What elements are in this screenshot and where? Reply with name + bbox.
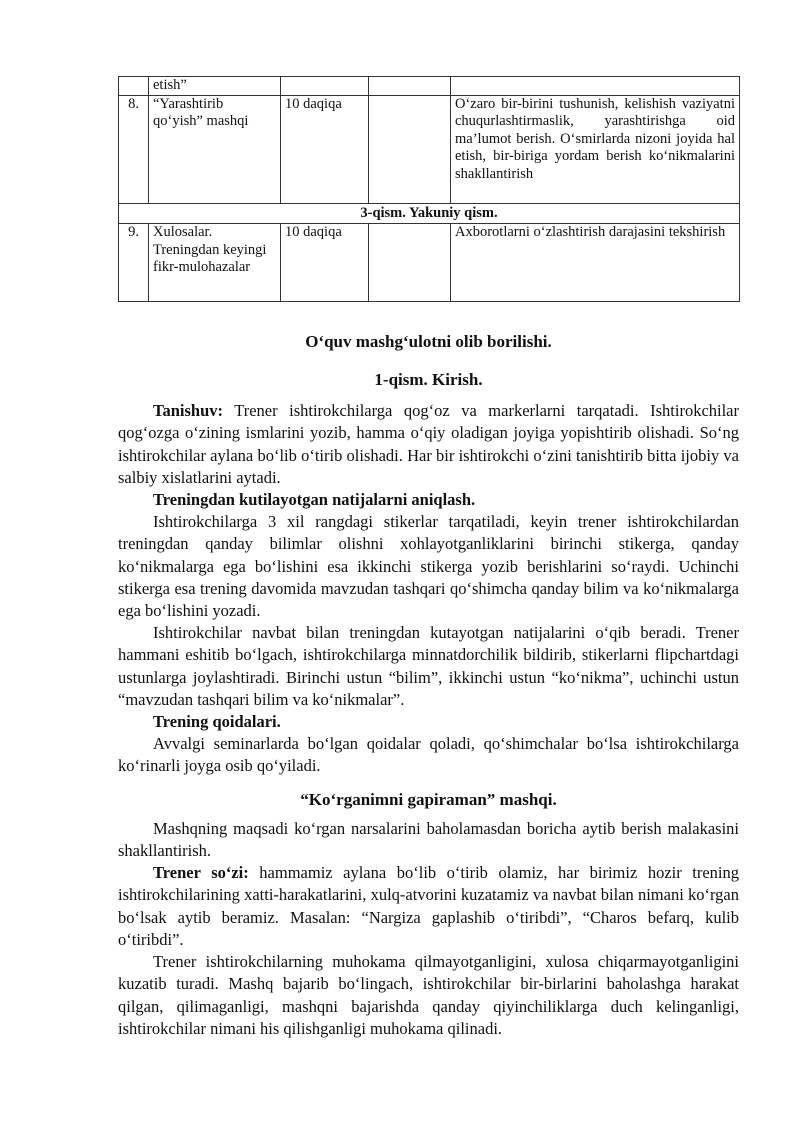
results-paragraph: Ishtirokchilar navbat bilan treningdan kutayotgan natijalarini o‘qib beradi. Trener hammani eshitib bo‘lgach, ishtirokchilarga minnatdorchilik bildirib, stikerlarni flipchartdagi ustunlarga joylashtiradi. Birinchi ustun “bilim”, ikkinchi ustun “ko‘nikma”, uchinchi ustun “mavzudan tashqari bilim va ko‘nikmalar”. — [118, 623, 739, 709]
activity-title: “Yarashtirib qo‘yish” mashqi — [149, 95, 281, 203]
row-number: 9. — [119, 224, 149, 302]
activity-time — [281, 77, 369, 96]
trainer-words-paragraph — [118, 862, 739, 951]
rules-heading: Trening qoidalari. — [153, 712, 281, 731]
activity-extra — [369, 95, 451, 203]
exercise-goal-paragraph: Mashqning maqsadi ko‘rgan narsalarini baholamasdan boricha aytib berish malakasini shakllantirish. — [118, 819, 739, 861]
trainer-words-text: hammamiz aylana bo‘lib o‘tirib olamiz, har birimiz hozir trening ishtirokchilarining xatti-harakatlarini, xulq-atvorini kuzatamiz va navbat bilan nimani ko‘rgan bo‘lsak aytib beramiz. Masalan: “Nargiza gaplashib o‘tiribdi”, “Charos befarq, kulib o‘tiribdi”. — [118, 863, 739, 949]
main-heading: O‘quv mashg‘ulotni olib borilishi. — [305, 332, 552, 351]
row-number: 8. — [119, 95, 149, 203]
table-row — [119, 77, 740, 96]
activity-goal — [451, 77, 740, 96]
intro-label: Tanishuv: — [153, 401, 224, 420]
expectations-heading: Treningdan kutilayotgan natijalarni aniqlash. — [153, 490, 476, 509]
rules-paragraph: Avvalgi seminarlarda bo‘lgan qoidalar qoladi, qo‘shimchalar bo‘lsa ishtirokchilarga ko‘rinarli joyga osib qo‘yiladi. — [118, 734, 739, 776]
row-number — [119, 77, 149, 96]
intro-paragraph — [118, 400, 739, 489]
table-row — [119, 224, 740, 302]
activity-goal: Axborotlarni o‘zlashtirish darajasini tekshirish — [451, 224, 740, 302]
lesson-plan-table — [118, 76, 740, 302]
section-row — [119, 203, 740, 224]
part1-heading: 1-qism. Kirish. — [374, 370, 483, 389]
observation-paragraph: Trener ishtirokchilarning muhokama qilmayotganligini, xulosa chiqarmayotganligini kuzatib turadi. Mashq bajarib bo‘lingach, ishtirokchilar bir-birlarini baholashga harakat qilgan, qilimaganligi, mashqni bajarishda qanday qiyinchiliklarga duch kelinganligi, ishtirokchilar nimani his qilishganligi muhokama qilinadi. — [118, 952, 739, 1038]
exercise-heading: “Ko‘rganimni gapiraman” mashqi. — [300, 790, 557, 809]
activity-time: 10 daqiqa — [281, 95, 369, 203]
activity-extra — [369, 224, 451, 302]
section-title: 3-qism. Yakuniy qism. — [119, 203, 740, 224]
activity-extra — [369, 77, 451, 96]
activity-goal: O‘zaro bir-birini tushunish, kelishish vaziyatni chuqurlashtirmaslik, yarashtirishga oid ma’lumot berish. O‘smirlarda nizoni joyida hal etish, bir-biriga yordam berish ko‘nikmalarini shakllantirish — [451, 95, 740, 203]
activity-title: etish” — [149, 77, 281, 96]
table-row — [119, 95, 740, 203]
activity-title: Xulosalar. Treningdan keyingi fikr-mulohazalar — [149, 224, 281, 302]
activity-time: 10 daqiqa — [281, 224, 369, 302]
expectations-paragraph: Ishtirokchilarga 3 xil rangdagi stikerlar tarqatiladi, keyin trener ishtirokchilardan treningdan qanday bilimlar olishni xohlayotganliklarini birinchi stikerga, qanday ko‘nikmalarga ega bo‘lishini esa ikkinchi stikerga yozib berishlarini so‘raydi. Uchinchi stikerga esa trening davomida mavzudan tashqari qo‘shimcha qanday bilim va ko‘nikmalarga ega bo‘lishini yozadi. — [118, 512, 739, 621]
intro-text: Trener ishtirokchilarga qog‘oz va markerlarni tarqatadi. Ishtirokchilar qog‘ozga o‘zining ismlarini yozib, hamma o‘qiy oladigan joyiga yopishtirib olishadi. So‘ng ishtirokchilar aylana bo‘lib o‘tirib olishadi. Har bir ishtirokchi o‘zini tanishtirib bitta ijobiy va salbiy xislatlarini aytadi. — [118, 401, 739, 487]
trainer-words-label: Trener so‘zi: — [153, 863, 249, 882]
